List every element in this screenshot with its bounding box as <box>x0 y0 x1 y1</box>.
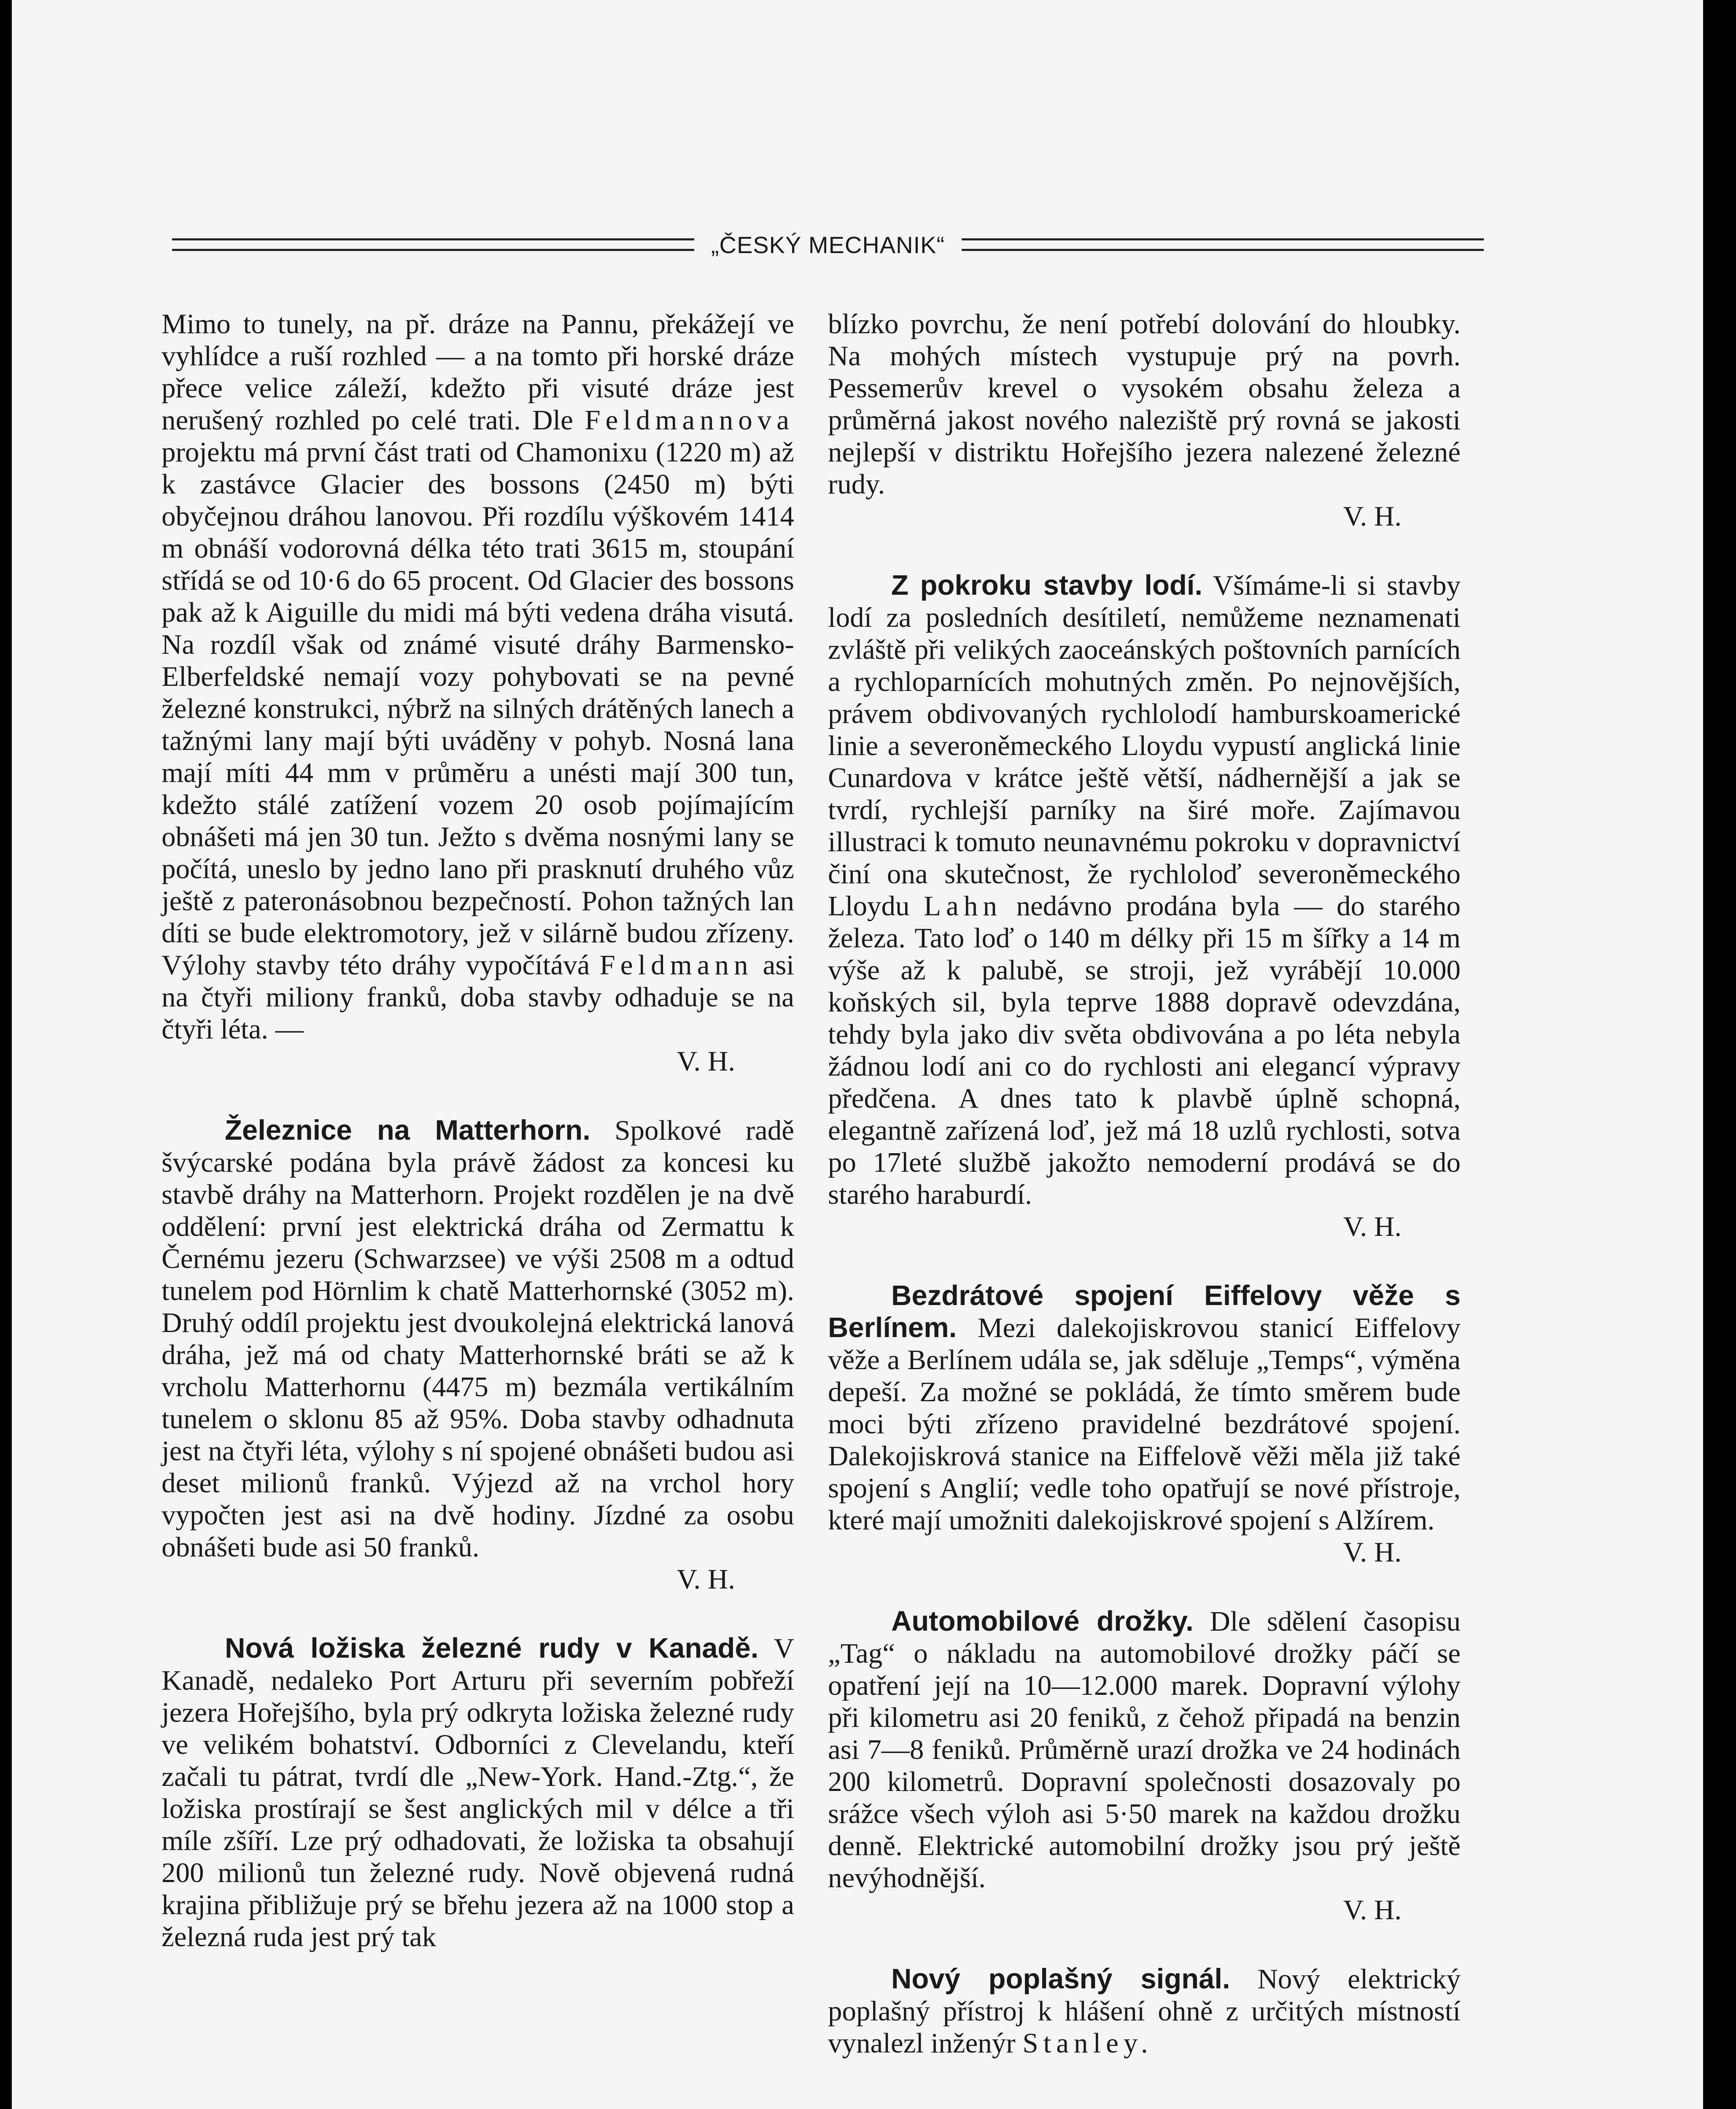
article-matterhorn <box>162 1114 794 1595</box>
body-text: Mezi dalekojiskrovou stanicí Eiffelovy věže a Berlínem udála se, jak sděluje „Temps“, výměna depeší. Za možné se pokládá, že tímto směrem bude moci býti zřízeno pravidelné bezdrátové spojení. Dalekojiskrová stanice na Eiffelově věži měla již také spojení s Anglií; vedle toho opatřují se nové přístroje, které mají umožniti dalekojiskrové spojení s Alžírem. <box>828 1312 1461 1536</box>
right-column <box>828 308 1461 2059</box>
header-rule-right <box>962 238 1484 251</box>
ship-name: Lahn <box>924 890 1002 922</box>
article-heading: Nová ložiska železné rudy v Kanadě. <box>225 1632 759 1664</box>
person-name: Feldmann <box>599 949 753 981</box>
article-drozky <box>828 1605 1461 1926</box>
document-page <box>12 0 1703 2109</box>
header-rule-left <box>172 238 694 251</box>
article-paragraph <box>162 308 794 1077</box>
article-heading: Železnice na Matterhorn. <box>225 1114 590 1146</box>
article-kanada <box>162 1632 794 1953</box>
body-text: nedávno prodána byla — do starého železa. Tato loď o 140 m délky při 15 m šířky a 14 m výše až k palubě, se stroji, jež vyrábějí 10.000 koňských sil, byla teprve 1888 dopravě odevzdána, tehdy byla jako div světa obdivována a po léta nebyla žádnou lodí ani co do rychlosti ani elegancí výpravy předčena. A dnes tato k plavbě úplně schopná, elegantně zařízená loď, jež má 18 uzlů rychlosti, sotva po 17leté službě jakožto nemoderní prodává se do starého haraburdí. <box>828 890 1461 1210</box>
article-signal <box>828 1963 1461 2059</box>
body-text: Nový elektrický poplašný přístroj k hlášení ohně z určitých místností vynalezl inženýr <box>828 1963 1461 2059</box>
journal-title: „ČESKÝ MECHANIK“ <box>711 231 945 258</box>
scan-border-right <box>1703 0 1736 2109</box>
body-text: Dle sdělení časopisu „Tag“ o nákladu na automobilové drožky páčí se opatření její na 10—12.000 marek. Dopravní výlohy při kilometru asi 20 feniků, z čehož připadá na benzin asi 7—8 feniků. Průměrně urazí drožka ve 24 hodinách 200 kilometrů. Dopravní společnosti dosazovaly po srážce všech výloh asi 5·50 marek na každou drožku denně. Elektrické automobilní drožky jsou prý ještě nevýhodnější. <box>828 1606 1461 1893</box>
left-column <box>162 308 794 1953</box>
article-heading: Automobilové drožky. <box>891 1605 1194 1637</box>
body-text: Mimo to tunely, na př. dráze na Pannu, překážejí ve vyhlídce a ruší rozhled — a na tomto při horské dráze přece velice záleží, kdežto při visuté dráze jest nerušený rozhled po celé trati. Dle <box>162 308 794 436</box>
author-signature: V. H. <box>1343 1894 1402 1926</box>
scan-border-left <box>0 0 12 2109</box>
author-signature: V. H. <box>677 1046 735 1077</box>
article-heading: Nový poplašný signál. <box>891 1963 1230 1995</box>
page-header <box>172 228 1484 262</box>
author-signature: V. H. <box>1343 501 1402 532</box>
article-kanada-continued <box>828 308 1461 532</box>
author-signature: V. H. <box>1343 1537 1402 1568</box>
body-text: projektu má první část trati od Chamonixu (1220 m) až k zastávce Glacier des bossons (2450 m) býti obyčejnou dráhou lanovou. Při rozdílu výškovém 1414 m obnáší vodorovná délka této trati 3615 m, stoupání střídá se od 10·6 do 65 procent. Od Glacier des bossons pak až k Aiguille du midi má býti vedena dráha visutá. Na rozdíl však od známé visuté dráhy Barmensko-Elberfeldské nemají vozy pohybovati se na pevné železné konstrukci, nýbrž na silných drátěných lanech a tažnými lany mají býti uváděny v pohyb. Nosná lana mají míti 44 mm v průměru a unésti mají 300 tun, kdežto stálé zatížení vozem 20 osob pojímajícím obnášeti má jen 30 tun. Ježto s dvěma nosnými lany se počítá, uneslo by jedno lano při prasknutí druhého vůz ještě z pateronásobnou bezpečností. Pohon tažných lan díti se bude elektromotory, jež v silárně budou zřízeny. Výlohy stavby této dráhy vypočítává <box>162 437 794 981</box>
article-heading: Z pokroku stavby lodí. <box>891 569 1203 601</box>
body-text: Všímáme-li si stavby lodí za posledních desítiletí, nemůžeme neznamenati zvláště při velikých zaoceánských poštovních parnících a rychloparnících mohutných změn. Po nejnovějších, právem obdivovaných rychlolodí hamburskoamerické linie a severoněmeckého Lloydu vypustí anglická linie Cunardova v krátce ještě větší, nádhernější a jak se tvrdí, rychlejší parníky na širé moře. Zajímavou illustraci k tomuto neunavnému pokroku v dopravnictví činí ona skutečnost, že rychloloď severoněmeckého Lloydu <box>828 570 1461 922</box>
author-signature: V. H. <box>677 1564 735 1595</box>
person-name: Feldmannova <box>585 405 794 436</box>
article-heading: Bezdrátové spojení Eiffelovy věže s Berlínem. <box>828 1280 1461 1343</box>
body-text: blízko povrchu, že není potřebí dolování do hloubky. Na mohých místech vystupuje prý na povrh. Pessemerův krevel o vysokém obsahu železa a průměrná jakost nového naleziště prý rovná se jakosti nejlepší v distriktu Hořejšího jezera nalezené železné rudy. <box>828 308 1461 500</box>
article-eiffel <box>828 1280 1461 1568</box>
body-text: Spolkové radě švýcarské podána byla právě žádost za koncesi ku stavbě dráhy na Matterhorn. Projekt rozdělen je na dvě oddělení: první jest elektrická dráha od Zermattu k Černému jezeru (Schwarzsee) ve výši 2508 m a odtud tunelem pod Hörnlim k chatě Matterhornské (3052 m). Druhý oddíl projektu jest dvoukolejná elektrická lanová dráha, jež má od chaty Matterhornské bráti se až k vrcholu Matterhornu (4475 m) bezmála vertikálním tunelem o sklonu 85 až 95%. Doba stavby odhadnuta jest na čtyři léta, výlohy s ní spojené obnášeti budou asi deset milionů franků. Výjezd až na vrchol hory vypočten jest asi na dvě hodiny. Jízdné za osobu obnášeti bude asi 50 franků. <box>162 1115 795 1563</box>
person-name: Stanley. <box>1022 2028 1153 2059</box>
body-text: V Kanadě, nedaleko Port Arturu při severním pobřeží jezera Hořejšího, byla prý odkryta ložiska železné rudy ve velikém bohatství. Odborníci z Clevelandu, kteří začali tu pátrat, tvrdí dle „New-York. Hand.-Ztg.“, že ložiska prostírají se šest anglických mil v délce a tři míle zšíří. Lze prý odhadovati, že ložiska ta obsahují 200 milionů tun železné rudy. Nově objevená rudná krajina přibližuje prý se břehu jezera až na 1000 stop a železná ruda jest prý tak <box>162 1633 794 1953</box>
author-signature: V. H. <box>1343 1211 1402 1242</box>
article-lode <box>828 569 1461 1243</box>
body-text: asi na čtyři miliony franků, doba stavby odhaduje se na čtyři léta. — <box>162 949 795 1045</box>
